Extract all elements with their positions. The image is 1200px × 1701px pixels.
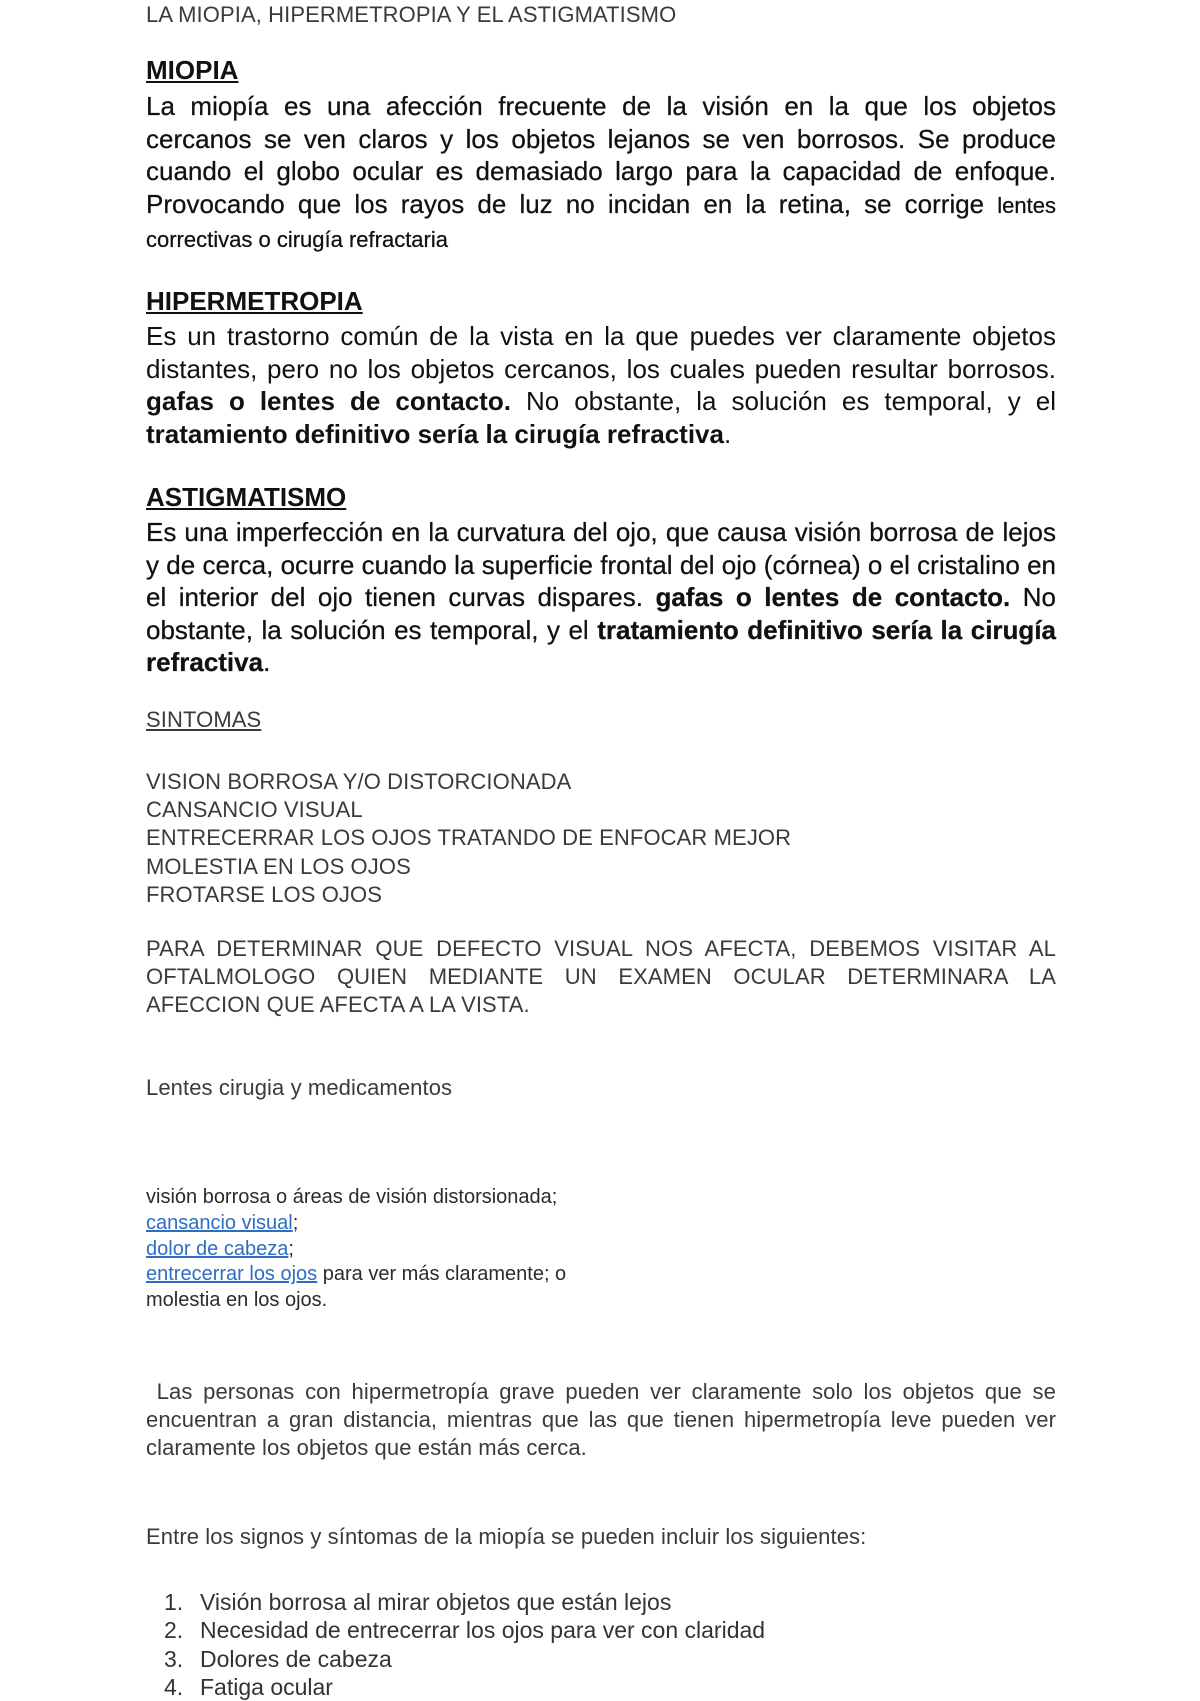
list-item-text: Dolores de cabeza [200, 1645, 392, 1672]
list-item-number: 1. [164, 1589, 184, 1615]
list-item-number: 4. [164, 1673, 184, 1700]
miopia-signos-intro: Entre los signos y síntomas de la miopía se pueden incluir los siguientes: [146, 1524, 867, 1549]
list-item [146, 1588, 1056, 1616]
list-item [146, 1673, 1056, 1701]
list-item [146, 1645, 1056, 1673]
sintomas-item: MOLESTIA EN LOS OJOS [146, 853, 411, 879]
sintomas-item: CANSANCIO VISUAL [146, 797, 363, 823]
astigmatismo-heading: ASTIGMATISMO [146, 482, 347, 512]
hipermetropia-grave-paragraph: Las personas con hipermetropía grave pueden ver claramente solo los objetos que se encuentran a gran distancia, mientras que las que tienen hipermetropía leve pueden ver claramente los objetos que están más cerca. [146, 1379, 1063, 1460]
hipermetropia-text-3: . [723, 418, 732, 449]
hipermetropia-bold-2: tratamiento definitivo sería la cirugía refractiva [146, 418, 724, 449]
hipermetropia-bold-1: gafas o lentes de contacto. [146, 386, 511, 416]
separator: ; [288, 1237, 294, 1260]
sintomas-item: VISION BORROSA Y/O DISTORCIONADA [146, 769, 572, 794]
miopia-signos-list [146, 1588, 1056, 1701]
tratamientos-text: Lentes cirugia y medicamentos [146, 1075, 453, 1100]
astigmatismo-text-3: . [263, 647, 271, 677]
hipermetropia-body [146, 320, 1056, 450]
entrecerrar-los-ojos-link[interactable]: entrecerrar los ojos [146, 1263, 318, 1286]
astigmatismo-body [146, 516, 1056, 679]
list-item-text: Visión borrosa al mirar objetos que están lejos [200, 1589, 672, 1615]
list-item [146, 1616, 1056, 1644]
hipermetropia-heading: HIPERMETROPIA [146, 286, 363, 316]
hipermetropia-text-1: Es un trastorno común de la vista en la que puedes ver claramente objetos distantes, pero no los objetos cercanos, los cuales pueden resultar borrosos. [146, 321, 1056, 384]
miopia-body [146, 90, 1056, 257]
list-item-text: Necesidad de entrecerrar los ojos para ver con claridad [200, 1617, 766, 1644]
list-item-number: 2. [164, 1617, 184, 1644]
cansancio-visual-link[interactable]: cansancio visual [146, 1211, 293, 1234]
sintomas-item: ENTRECERRAR LOS OJOS TRATANDO DE ENFOCAR MEJOR [146, 825, 792, 851]
symptom-line: molestia en los ojos. [146, 1289, 328, 1312]
list-item-number: 3. [164, 1645, 184, 1672]
sintomas-heading: SINTOMAS [146, 707, 262, 732]
astigmatismo-bold-2: tratamiento definitivo sería la cirugía refractiva [146, 614, 1056, 677]
symptom-links-block [146, 1185, 766, 1314]
symptom-line [146, 1262, 766, 1288]
symptom-line [146, 1237, 766, 1263]
symptom-line-text: para ver más claramente; o [317, 1263, 567, 1286]
astigmatismo-text-2: No obstante, la solución es temporal, y el [146, 582, 1057, 645]
miopia-text: La miopía es una afección frecuente de la visión en la que los objetos cercanos se ven claros y los objetos lejanos se ven borrosos. Se produce cuando el globo ocular es demasiado largo para la capacidad de enfoque. Provocando que los rayos de luz no incidan en la retina, se corrige [146, 91, 1056, 219]
astigmatismo-text-1: Es una imperfección en la curvatura del ojo, que causa visión borrosa de lejos y de cerca, ocurre cuando la superficie frontal del ojo (córnea) o el cristalino en el interior del ojo tienen curvas dispares. [146, 517, 1056, 612]
sintomas-item: FROTARSE LOS OJOS [146, 881, 382, 907]
astigmatismo-bold-1: gafas o lentes de contacto. [655, 582, 1011, 612]
miopia-heading: MIOPIA [146, 55, 239, 85]
dolor-de-cabeza-link[interactable]: dolor de cabeza [146, 1237, 289, 1260]
sintomas-list [146, 768, 1056, 909]
symptom-line [146, 1211, 766, 1237]
sintomas-note: PARA DETERMINAR QUE DEFECTO VISUAL NOS AFECTA, DEBEMOS VISITAR AL OFTALMOLOGO QUIEN MEDIANTE UN EXAMEN OCULAR DETERMINARA LA AFECCION QUE AFECTA A LA VISTA. [146, 936, 1056, 1017]
document-title: LA MIOPIA, HIPERMETROPIA Y EL ASTIGMATISMO [146, 2, 677, 27]
separator: ; [292, 1211, 299, 1234]
hipermetropia-text-2: No obstante, la solución es temporal, y el [525, 386, 1057, 416]
miopia-text-small: lentes correctivas o cirugía refractaria [146, 192, 1056, 252]
symptom-line: visión borrosa o áreas de visión distorsionada; [146, 1186, 558, 1208]
list-item-text: Fatiga ocular [200, 1673, 333, 1700]
